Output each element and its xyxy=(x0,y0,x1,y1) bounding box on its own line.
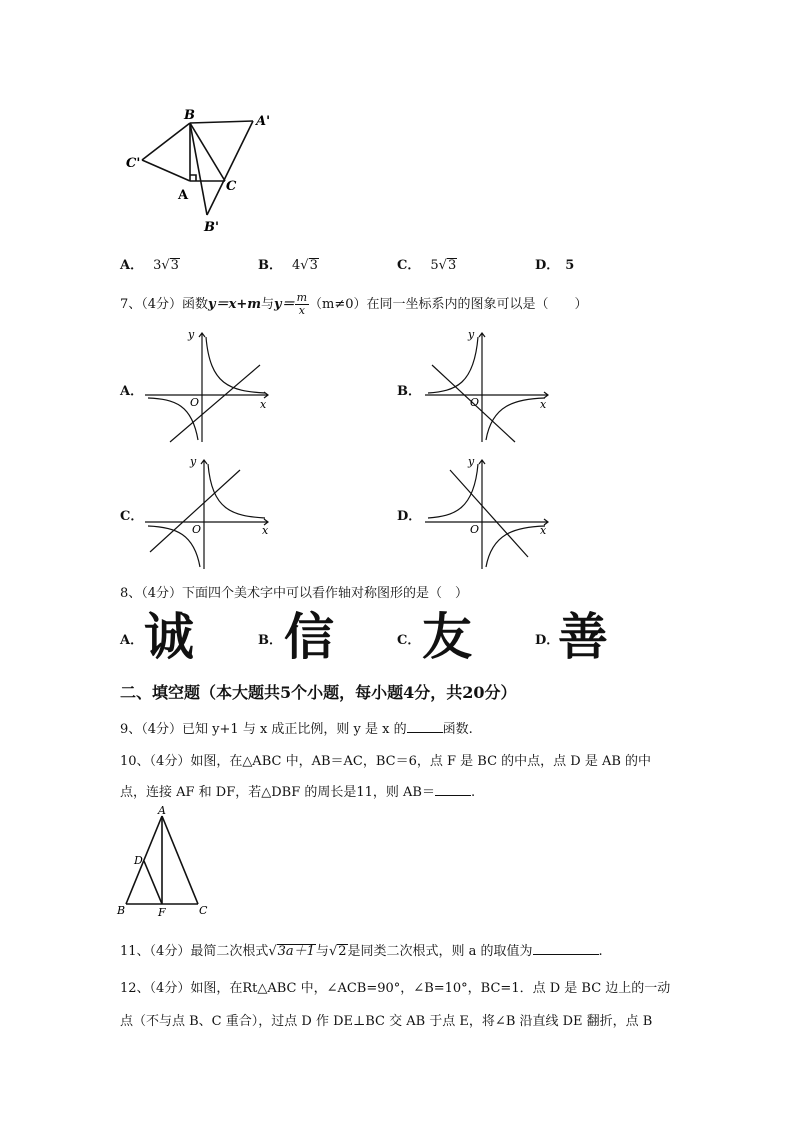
q7-graph-a[interactable] xyxy=(140,325,275,445)
axis-y-b: y xyxy=(468,328,475,341)
q7-option-d-label[interactable]: D． xyxy=(397,509,422,524)
q12-line2: 点（不与点 B、C 重合），过点 D 作 DE⊥BC 交 AB 于点 E，将∠B 沿直线 DE 翻折，点 B xyxy=(120,1014,653,1029)
axis-x-b: x xyxy=(540,398,547,411)
label-C-q10: C xyxy=(199,904,208,917)
axis-x-c: x xyxy=(262,524,269,537)
q8-stem: 8、（4分）下面四个美术字中可以看作轴对称图形的是（ ） xyxy=(120,586,469,601)
art-char-shan[interactable]: 善 xyxy=(558,608,608,666)
art-char-xin[interactable]: 信 xyxy=(284,608,334,666)
origin-d: O xyxy=(470,523,480,536)
q11-radicand-2: 2 xyxy=(338,944,347,959)
label-A-q10: A xyxy=(158,806,166,817)
q12-line1: 12、（4分）如图，在Rt△ABC 中，∠ACB=90°，∠B=10°，BC=1．点 D 是 BC 边上的一动 xyxy=(120,981,671,996)
origin-c: O xyxy=(192,523,202,536)
q7-stem: 7、（4分）函数y＝x+m与y＝ $\frac{m}{x}$ （m≠0）在同一坐标系内的图象可以是（ ） xyxy=(120,291,588,317)
q6-option-a[interactable]: A． 3√3 xyxy=(120,258,179,273)
axis-x-d: x xyxy=(540,524,547,537)
axis-y-d: y xyxy=(468,455,475,468)
q7-fraction: $\frac{m}{x}$ xyxy=(296,291,308,317)
q10-answer-blank[interactable] xyxy=(435,783,471,796)
q10-line1: 10、（4分）如图，在△ABC 中，AB＝AC，BC＝6，点 F 是 BC 的中点，点 D 是 AB 的中 xyxy=(120,754,652,769)
q6-option-c[interactable]: C． 5√3 xyxy=(397,258,457,273)
q11-radicand-1: 3a＋1 xyxy=(277,944,315,959)
q11-stem: 11、（4分）最简二次根式√3a＋1与√2是同类二次根式，则 a 的取值为 . xyxy=(120,944,603,959)
isosceles-triangle-figure xyxy=(116,806,216,918)
axis-y-c: y xyxy=(190,455,197,468)
label-B: B xyxy=(184,108,195,123)
q8-option-d-label[interactable]: D． xyxy=(535,633,560,648)
q9-answer-blank[interactable] xyxy=(407,720,443,733)
label-B-q10: B xyxy=(117,904,126,917)
q6-option-d[interactable]: D． 5 xyxy=(535,258,575,273)
q8-option-c-label[interactable]: C． xyxy=(397,633,421,648)
q8-option-b-label[interactable]: B． xyxy=(258,633,282,648)
q7-option-b-label[interactable]: B． xyxy=(397,384,421,399)
q8-option-a-label[interactable]: A． xyxy=(120,633,144,648)
art-char-you[interactable]: 友 xyxy=(422,608,472,666)
section-title-fill-blank: 二、填空题（本大题共5个小题，每小题4分，共20分） xyxy=(120,683,517,702)
axis-x-a: x xyxy=(260,398,267,411)
q10-line2: 点，连接 AF 和 DF，若△DBF 的周长是11，则 AB＝ . xyxy=(120,785,476,800)
q7-graph-d[interactable] xyxy=(420,452,555,572)
q11-answer-blank[interactable] xyxy=(533,942,599,955)
q6-option-b[interactable]: B． 4√3 xyxy=(258,258,318,273)
origin-a: O xyxy=(190,396,200,409)
label-D-q10: D xyxy=(134,854,143,867)
label-A-prime: A' xyxy=(256,114,271,129)
axis-y-a: y xyxy=(188,328,195,341)
q9-stem: 9、（4分）已知 y+1 与 x 成正比例，则 y 是 x 的 函数. xyxy=(120,722,473,737)
q7-option-a-label[interactable]: A． xyxy=(120,384,144,399)
origin-b: O xyxy=(470,396,480,409)
label-A: A xyxy=(178,188,189,203)
triangle-rotation-figure xyxy=(120,105,280,235)
label-C: C xyxy=(226,179,237,194)
label-B-prime: B' xyxy=(204,220,219,235)
q7-graph-c[interactable] xyxy=(140,452,275,572)
art-char-cheng[interactable]: 诚 xyxy=(144,608,194,666)
q7-option-c-label[interactable]: C． xyxy=(120,509,144,524)
label-F-q10: F xyxy=(158,906,166,918)
label-C-prime: C' xyxy=(126,156,141,171)
q7-graph-b[interactable] xyxy=(420,325,555,445)
